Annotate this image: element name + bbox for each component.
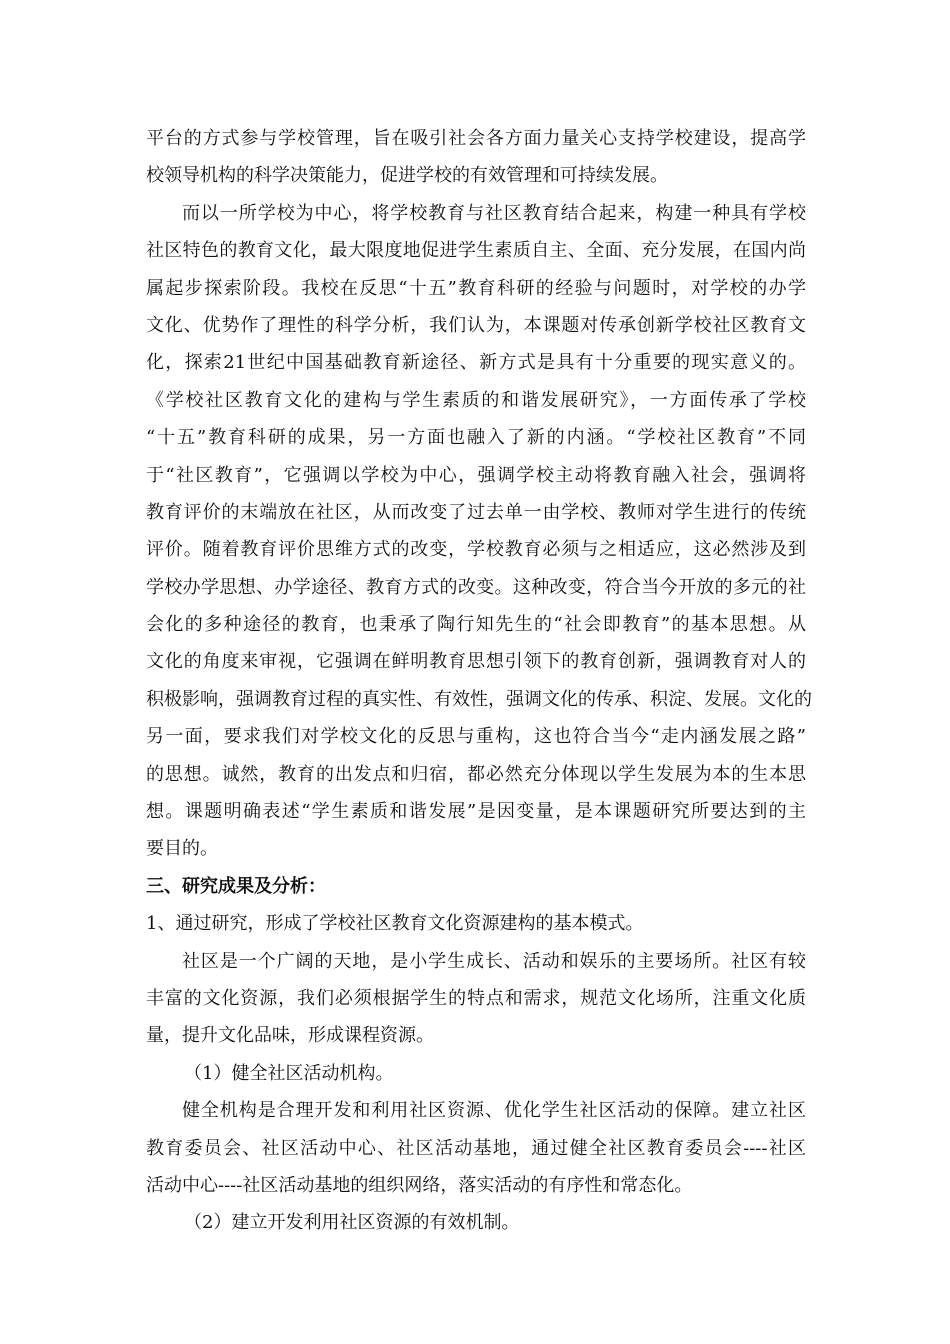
text-line: 校领导机构的科学决策能力，促进学校的有效管理和可持续发展。 xyxy=(146,165,668,187)
list-item-heading: （1）健全社区活动机构。 xyxy=(184,1062,394,1084)
text-line: 会化的多种途径的教育，也秉承了陶行知先生的“社会即教育”的基本思想。从 xyxy=(146,614,806,636)
text-line: 《学校社区教育文化的建构与学生素质的和谐发展研究》，一方面传承了学校 xyxy=(146,389,806,411)
text-line: 丰富的文化资源，我们必须根据学生的特点和需求，规范文化场所，注重文化质 xyxy=(146,987,806,1009)
list-item-heading: （2）建立开发利用社区资源的有效机制。 xyxy=(184,1212,520,1234)
text-line: 积极影响，强调教育过程的真实性、有效性，强调文化的传承、积淀、发展。文化的 xyxy=(146,688,812,710)
text-line: 于“社区教育”，它强调以学校为中心，强调学校主动将教育融入社会，强调将 xyxy=(146,464,806,486)
text-line: 社区是一个广阔的天地，是小学生成长、活动和娱乐的主要场所。社区有较 xyxy=(182,950,806,972)
text-line: 而以一所学校为中心，将学校教育与社区教育结合起来，构建一种具有学校 xyxy=(182,202,806,224)
text-line: 要目的。 xyxy=(146,838,218,860)
section-heading: 三、研究成果及分析： xyxy=(146,875,326,897)
body-text xyxy=(146,120,812,1242)
text-line: 文化、优势作了理性的科学分析，我们认为，本课题对传承创新学校社区教育文 xyxy=(146,314,806,336)
text-line: 学校办学思想、办学途径、教育方式的改变。这种改变，符合当今开放的多元的社 xyxy=(146,576,806,598)
text-line: 属起步探索阶段。我校在反思“十五”教育科研的经验与问题时，对学校的办学 xyxy=(146,277,806,299)
text-line: 社区特色的教育文化，最大限度地促进学生素质自主、全面、充分发展，在国内尚 xyxy=(146,240,806,262)
text-line: 的思想。诚然，教育的出发点和归宿，都必然充分体现以学生发展为本的生本思 xyxy=(146,763,806,785)
text-line: 评价。随着教育评价思维方式的改变，学校教育必须与之相适应，这必然涉及到 xyxy=(146,539,806,561)
subsection-heading: 1、通过研究，形成了学校社区教育文化资源建构的基本模式。 xyxy=(146,913,644,935)
text-line: 量，提升文化品味，形成课程资源。 xyxy=(146,1025,434,1047)
text-line: 教育委员会、社区活动中心、社区活动基地，通过健全社区教育委员会----社区 xyxy=(146,1137,806,1159)
text-line: 活动中心----社区活动基地的组织网络，落实活动的有序性和常态化。 xyxy=(146,1174,693,1196)
text-line: 另一面，要求我们对学校文化的反思与重构，这也符合当今“走内涵发展之路” xyxy=(146,726,806,748)
text-line: 想。课题明确表述“学生素质和谐发展”是因变量，是本课题研究所要达到的主 xyxy=(146,801,806,823)
text-line: “十五”教育科研的成果，另一方面也融入了新的内涵。“学校社区教育”不同 xyxy=(146,427,806,449)
text-line: 平台的方式参与学校管理，旨在吸引社会各方面力量关心支持学校建设，提高学 xyxy=(146,128,806,149)
text-line: 文化的角度来审视，它强调在鲜明教育思想引领下的教育创新，强调教育对人的 xyxy=(146,651,806,673)
text-line: 教育评价的末端放在社区，从而改变了过去单一由学校、教师对学生进行的传统 xyxy=(146,501,806,523)
text-line: 化，探索21世纪中国基础教育新途径、新方式是具有十分重要的现实意义的。 xyxy=(146,352,806,374)
text-line: 健全机构是合理开发和利用社区资源、优化学生社区活动的保障。建立社区 xyxy=(182,1100,806,1122)
